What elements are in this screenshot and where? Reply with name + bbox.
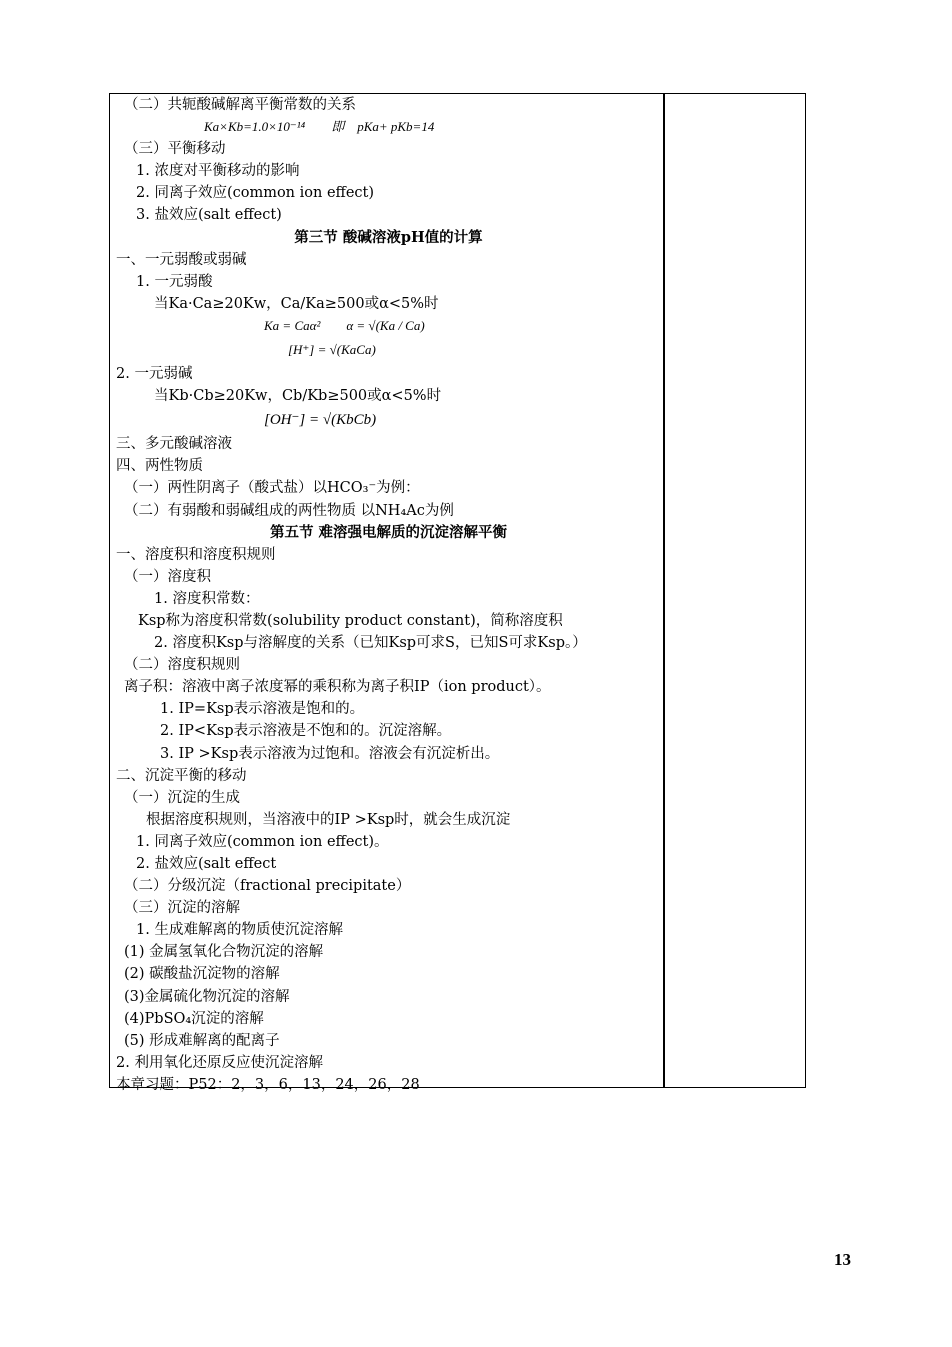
text-line: 四、两性物质	[116, 458, 203, 475]
text-line: 三、多元酸碱溶液	[116, 436, 232, 453]
text-line: 1. 一元弱酸	[136, 273, 213, 290]
text-line: Ksp称为溶度积常数(solubility product constant)，简称溶度积	[138, 612, 563, 629]
formula-line: [H⁺] = √(KaCa)	[288, 342, 376, 358]
text-line: 3. IP >Ksp表示溶液为过饱和。溶液会有沉淀析出。	[160, 745, 500, 762]
text-line: 离子积：溶液中离子浓度幂的乘积称为离子积IP（ion product）。	[124, 679, 551, 696]
text-line: 一、溶度积和溶度积规则	[116, 546, 276, 563]
text-line: 当Kb·Cb≥20Kw，Cb/Kb≥500或α<5%时	[154, 388, 442, 405]
column-divider	[663, 94, 665, 1087]
text-line: 2. 一元弱碱	[116, 366, 193, 383]
text-line: 当Ka·Ca≥20Kw，Ca/Ka≥500或α<5%时	[154, 295, 439, 312]
formula-line: Ka = Caα² α = √(Ka / Ca)	[264, 317, 425, 333]
text-line: (5) 形成难解离的配离子	[124, 1032, 280, 1049]
text-line: 1. 同离子效应(common ion effect)。	[136, 833, 389, 850]
text-line: 3. 盐效应(salt effect)	[136, 207, 282, 224]
text-line: （一）沉淀的生成	[124, 789, 240, 806]
text-line: (1) 金属氢氧化合物沉淀的溶解	[124, 944, 324, 961]
text-line: 根据溶度积规则，当溶液中的IP >Ksp时，就会生成沉淀	[146, 811, 511, 828]
text-line: 2. 利用氧化还原反应使沉淀溶解	[116, 1054, 323, 1071]
text-line: 1. IP=Ksp表示溶液是饱和的。	[160, 701, 365, 718]
text-line: (4)PbSO₄沉淀的溶解	[124, 1010, 264, 1027]
outline-content	[116, 94, 661, 1096]
text-line: 二、沉淀平衡的移动	[116, 767, 247, 784]
formula-line: Ka×Kb=1.0×10⁻¹⁴ 即 pKa+ pKb=14	[204, 119, 435, 135]
text-line: (2) 碳酸盐沉淀物的溶解	[124, 966, 280, 983]
text-line: （三）沉淀的溶解	[124, 900, 240, 917]
text-line: 一、一元弱酸或弱碱	[116, 251, 247, 268]
text-line: 1. 溶度积常数：	[154, 590, 260, 607]
section-heading: 第五节 难溶强电解质的沉淀溶解平衡	[269, 523, 508, 541]
text-line: 2. 盐效应(salt effect	[136, 856, 277, 872]
text-line: 2. IP<Ksp表示溶液是不饱和的。沉淀溶解。	[160, 723, 452, 740]
text-line: （二）溶度积规则	[124, 657, 240, 674]
text-line: 2. 溶度积Ksp与溶解度的关系（已知Ksp可求S，已知S可求Ksp。）	[154, 635, 587, 652]
text-line: 1. 生成难解离的物质使沉淀溶解	[136, 922, 343, 939]
homework-line: 本章习题：P52：2，3，6，13，24，26，28	[116, 1076, 420, 1093]
text-line: （二）有弱酸和弱碱组成的两性物质 以NH₄Ac为例	[124, 502, 454, 519]
outline-table	[109, 93, 806, 1093]
text-line: （二）共轭酸碱解离平衡常数的关系	[124, 97, 356, 113]
text-line: 1. 浓度对平衡移动的影响	[136, 163, 300, 180]
text-line: 2. 同离子效应(common ion effect)	[136, 185, 375, 202]
text-line: (3)金属硫化物沉淀的溶解	[124, 988, 290, 1005]
section-heading: 第三节 酸碱溶液pH值的计算	[294, 228, 483, 246]
text-line: （一）两性阴离子（酸式盐）以HCO₃⁻为例：	[124, 480, 420, 497]
text-line: （一）溶度积	[124, 568, 211, 585]
text-line: （三）平衡移动	[124, 141, 226, 158]
formula-line: [OH⁻] = √(KbCb)	[264, 412, 377, 429]
text-line: （二）分级沉淀（fractional precipitate）	[124, 878, 411, 895]
page-number: 13	[834, 1250, 851, 1269]
